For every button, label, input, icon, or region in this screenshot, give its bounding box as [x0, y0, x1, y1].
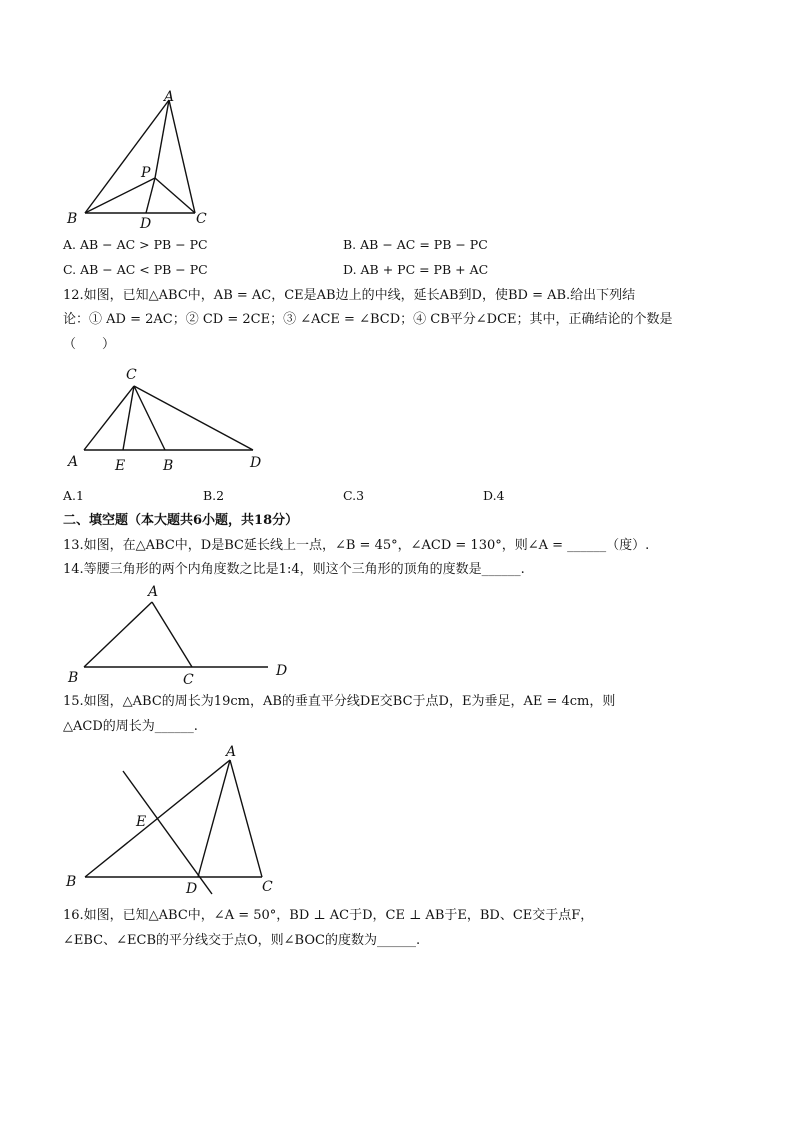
q12-text-line2: 论：① AD = 2AC；② CD = 2CE；③ ∠ACE = ∠BCD；④ CB平分∠DCE；其中，正确结论的个数是	[63, 312, 673, 327]
label-D: D	[250, 455, 262, 471]
q11-option-a[interactable]: A. AB − AC > PB − PC	[63, 237, 208, 252]
label-A: A	[148, 584, 159, 600]
label-A: A	[164, 89, 175, 105]
label-C: C	[183, 672, 194, 688]
label-A: A	[226, 744, 237, 760]
label-B: B	[67, 211, 78, 227]
segment-AC	[169, 100, 195, 213]
segment-AC	[152, 602, 192, 667]
q16-text-line1: 16.如图，已知△ABC中，∠A = 50°，BD ⊥ AC于D，CE ⊥ AB于E，BD、CE交于点F，	[63, 908, 594, 923]
figure-q13	[60, 580, 300, 690]
q12-option-c[interactable]: C.3	[343, 488, 365, 503]
segment-PB	[85, 178, 155, 213]
label-D: D	[186, 881, 198, 897]
segment-CA	[84, 386, 134, 450]
q12-option-a[interactable]: A.1	[63, 488, 84, 503]
segment-PC	[155, 178, 195, 213]
label-E: E	[136, 814, 147, 830]
label-D: D	[276, 663, 288, 679]
label-B: B	[68, 670, 79, 686]
segment-DE-extended	[123, 771, 212, 894]
q16-text-line2: ∠EBC、∠ECB的平分线交于点O，则∠BOC的度数为______.	[63, 933, 421, 948]
segment-PD	[146, 178, 155, 213]
figure-q11	[60, 88, 220, 228]
segment-CD	[134, 386, 253, 450]
q11-option-b[interactable]: B. AB − AC = PB − PC	[343, 237, 488, 252]
segment-CB	[134, 386, 165, 450]
label-P: P	[141, 165, 151, 181]
label-E: E	[115, 458, 126, 474]
q12-text-line3: （ ）	[63, 337, 116, 352]
label-B: B	[163, 458, 174, 474]
figure-q12	[60, 362, 280, 478]
q13-text: 13.如图，在△ABC中，D是BC延长线上一点，∠B = 45°，∠ACD = 130°，则∠A = ______（度）.	[63, 538, 650, 553]
segment-AC	[230, 760, 262, 877]
q15-text-line1: 15.如图，△ABC的周长为19cm，AB的垂直平分线DE交BC于点D，E为垂足，AE = 4cm，则	[63, 694, 616, 709]
q14-text: 14.等腰三角形的两个内角度数之比是1:4，则这个三角形的顶角的度数是______.	[63, 562, 525, 577]
segment-CE	[123, 386, 134, 450]
label-C: C	[196, 211, 207, 227]
label-C: C	[126, 367, 137, 383]
segment-AD	[198, 760, 230, 877]
q15-text-line2: △ACD的周长为______.	[63, 719, 198, 734]
label-C: C	[262, 879, 273, 895]
q12-option-d[interactable]: D.4	[483, 488, 505, 503]
q12-text-line1: 12.如图，已知△ABC中，AB = AC，CE是AB边上的中线，延长AB到D，使BD = AB.给出下列结	[63, 288, 636, 303]
q12-option-b[interactable]: B.2	[203, 488, 225, 503]
label-D: D	[140, 216, 152, 228]
label-A: A	[68, 454, 79, 470]
q11-option-d[interactable]: D. AB + PC = PB + AC	[343, 262, 489, 277]
figure-q15	[60, 742, 290, 898]
label-B: B	[66, 874, 77, 890]
segment-BA	[84, 602, 152, 667]
segment-AB	[85, 100, 169, 213]
segment-AP	[155, 100, 169, 178]
section-2-title: 二、填空题（本大题共6小题，共18分）	[63, 513, 299, 528]
q11-option-c[interactable]: C. AB − AC < PB − PC	[63, 262, 208, 277]
